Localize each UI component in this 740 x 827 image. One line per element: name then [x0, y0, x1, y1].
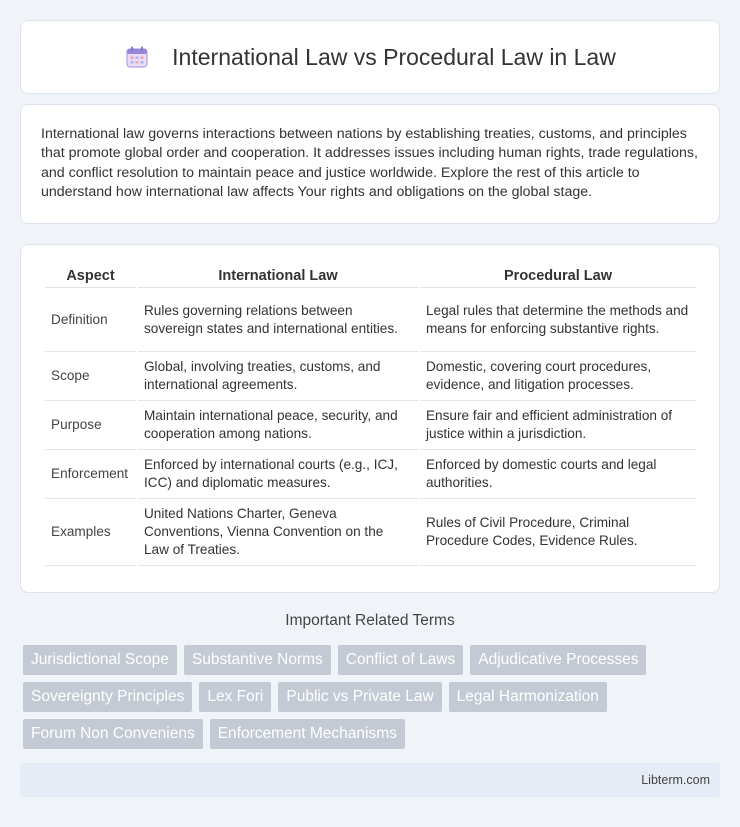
tag-legal-harmonization[interactable]: Legal Harmonization	[449, 682, 607, 712]
cell-international-law: Maintain international peace, security, and cooperation among nations.	[138, 401, 418, 450]
table-row	[45, 499, 696, 566]
cell-aspect: Enforcement	[45, 450, 136, 499]
comparison-card	[20, 244, 720, 593]
column-header-procedural-law: Procedural Law	[420, 265, 696, 288]
cell-aspect: Examples	[45, 499, 136, 566]
column-header-aspect: Aspect	[45, 265, 136, 288]
intro-paragraph: International law governs interactions between nations by establishing treaties, customs, and principles that promote global order and cooperation. It addresses issues including human rights, trade regulations, and conflict resolution to maintain peace and justice worldwide. Explore the rest of this article to understand how international law affects Your rights and obligations on the global stage.	[41, 126, 698, 200]
tag-substantive-norms[interactable]: Substantive Norms	[184, 645, 331, 675]
cell-aspect: Definition	[45, 288, 136, 352]
tag-lex-fori[interactable]: Lex Fori	[199, 682, 271, 712]
table-row	[45, 401, 696, 450]
tag-row	[23, 645, 723, 675]
page-title: International Law vs Procedural Law in Law	[172, 43, 616, 70]
tag-adjudicative-processes[interactable]: Adjudicative Processes	[470, 645, 646, 675]
calendar-icon	[124, 44, 150, 70]
related-terms-list	[23, 645, 723, 756]
cell-international-law: Enforced by international courts (e.g., ICJ, ICC) and diplomatic measures.	[138, 450, 418, 499]
cell-international-law: United Nations Charter, Geneva Conventions, Vienna Convention on the Law of Treaties.	[138, 499, 418, 566]
tag-enforcement-mechanisms[interactable]: Enforcement Mechanisms	[210, 719, 405, 749]
cell-procedural-law: Enforced by domestic courts and legal authorities.	[420, 450, 696, 499]
table-header-row	[45, 265, 696, 288]
footer	[20, 763, 720, 797]
column-header-international-law: International Law	[138, 265, 418, 288]
tag-conflict-of-laws[interactable]: Conflict of Laws	[338, 645, 463, 675]
related-terms-title: Important Related Terms	[285, 612, 455, 629]
table-row	[45, 352, 696, 401]
tag-forum-non-conveniens[interactable]: Forum Non Conveniens	[23, 719, 203, 749]
page-header	[20, 20, 720, 94]
cell-aspect: Scope	[45, 352, 136, 401]
cell-international-law: Rules governing relations between sovereign states and international entities.	[138, 288, 418, 352]
intro-card	[20, 104, 720, 224]
cell-aspect: Purpose	[45, 401, 136, 450]
comparison-table	[43, 265, 698, 566]
cell-procedural-law: Rules of Civil Procedure, Criminal Procedure Codes, Evidence Rules.	[420, 499, 696, 566]
table-row	[45, 450, 696, 499]
cell-procedural-law: Legal rules that determine the methods and means for enforcing substantive rights.	[420, 288, 696, 352]
tag-row	[23, 719, 723, 749]
tag-public-vs-private-law[interactable]: Public vs Private Law	[278, 682, 441, 712]
footer-brand-link[interactable]: Libterm.com	[641, 773, 710, 787]
cell-procedural-law: Ensure fair and efficient administration of justice within a jurisdiction.	[420, 401, 696, 450]
tag-sovereignty-principles[interactable]: Sovereignty Principles	[23, 682, 192, 712]
tag-jurisdictional-scope[interactable]: Jurisdictional Scope	[23, 645, 177, 675]
cell-procedural-law: Domestic, covering court procedures, evidence, and litigation processes.	[420, 352, 696, 401]
cell-international-law: Global, involving treaties, customs, and international agreements.	[138, 352, 418, 401]
tag-row	[23, 682, 723, 712]
table-row	[45, 288, 696, 352]
